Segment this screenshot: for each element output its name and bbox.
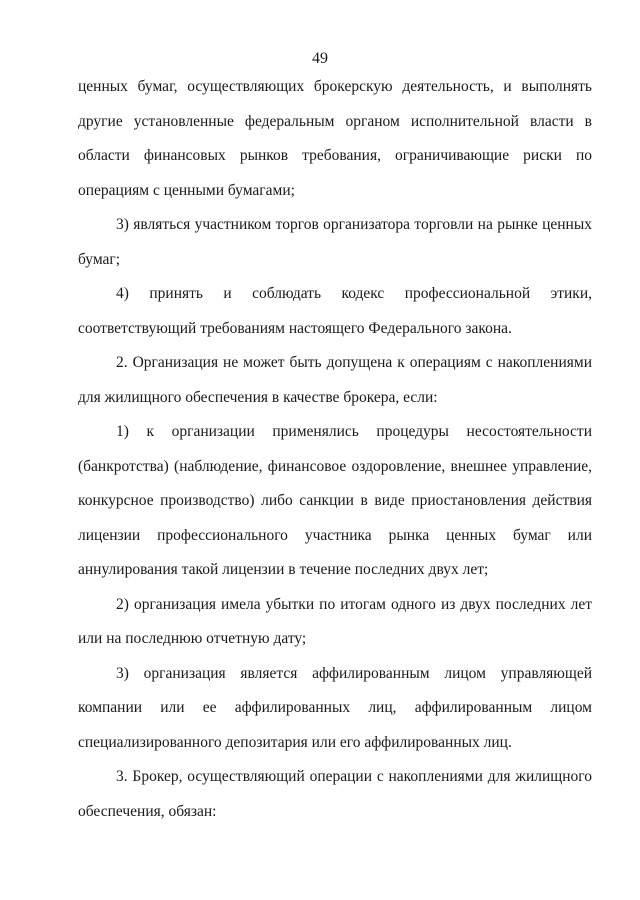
paragraph-item-4: 4) принять и соблюдать кодекс профессиональной этики, соответствующий требованиям настоящего Федерального закона. [78, 285, 592, 337]
paragraph-subitem-1: 1) к организации применялись процедуры несостоятельности (банкротства) (наблюдение, финансовое оздоровление, внешнее управление, конкурсное производство) либо санкции в виде приостановления действия лицензии профессионального участника рынка ценных бумаг или аннулирования такой лицензии в течение последних двух лет; [78, 423, 592, 578]
paragraph-subitem-2: 2) организация имела убытки по итогам одного из двух последних лет или на последнюю отчетную дату; [78, 595, 592, 647]
paragraph-continuation: ценных бумаг, осуществляющих брокерскую деятельность, и выполнять другие установленные федеральным органом исполнительной власти в области финансовых рынков требования, ограничивающие риски по операциям с ценными бумагами; [78, 78, 592, 199]
paragraph-subitem-3: 3) организация является аффилированным лицом управляющей компании или ее аффилированных лиц, аффилированным лицом специализированного депозитария или его аффилированных лиц. [78, 664, 592, 751]
paragraph-clause-2: 2. Организация не может быть допущена к операциям с накоплениями для жилищного обеспечения в качестве брокера, если: [78, 354, 592, 406]
page-number: 49 [312, 50, 328, 67]
paragraph-clause-3: 3. Брокер, осуществляющий операции с накоплениями для жилищного обеспечения, обязан: [78, 768, 592, 820]
paragraph-item-3: 3) являться участником торгов организатора торговли на рынке ценных бумаг; [78, 216, 592, 268]
document-body [78, 70, 592, 829]
